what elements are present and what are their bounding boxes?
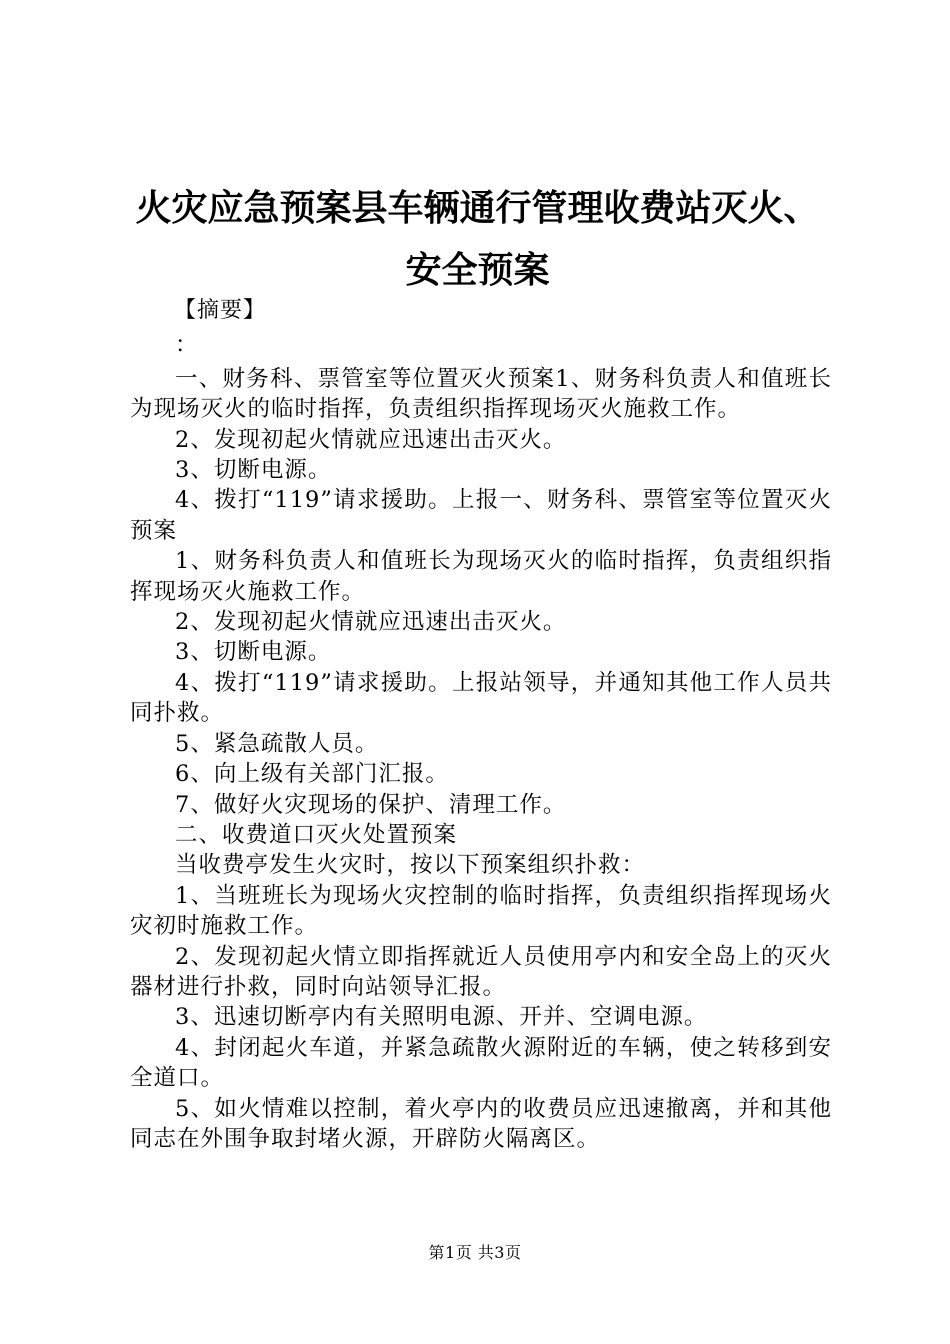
abstract-colon: ： <box>175 332 199 359</box>
abstract-label: 【摘要】 <box>174 298 267 323</box>
paragraph: 4、拨打“119”请求援助。上报一、财务科、票管室等位置灭火预案 <box>130 487 832 544</box>
paragraph: 3、迅速切断亭内有关照明电源、开并、空调电源。 <box>175 1004 708 1031</box>
page-footer: 第1页 共3页 <box>428 1243 522 1262</box>
document-title: 火灾应急预案县车辆通行管理收费站灭火、安全预案 <box>135 188 820 291</box>
paragraph: 4、封闭起火车道，并紧急疏散火源附近的车辆，使之转移到安全道口。 <box>130 1034 832 1092</box>
paragraph: 6、向上级有关部门汇报。 <box>175 761 449 788</box>
paragraph: 5、紧急疏散人员。 <box>175 730 379 757</box>
document-body <box>130 296 832 1154</box>
paragraph: 5、如火情难以控制，着火亭内的收费员应迅速撤离，并和其他同志在外围争取封堵火源，开辟防火隔离区。 <box>130 1095 832 1152</box>
paragraph: 二、收费道口灭火处置预案 <box>175 821 458 848</box>
paragraph: 3、切断电源。 <box>175 457 332 484</box>
paragraph: 2、发现初起火情立即指挥就近人员使用亭内和安全岛上的灭火器材进行扑救，同时向站领导汇报。 <box>130 943 832 1000</box>
paragraph: 4、拨打“119”请求援助。上报站领导，并通知其他工作人员共同扑救。 <box>130 669 832 727</box>
paragraph: 2、发现初起火情就应迅速出击灭火。 <box>175 426 567 453</box>
paragraph: 1、当班班长为现场火灾控制的临时指挥，负责组织指挥现场火灾初时施救工作。 <box>130 882 832 940</box>
paragraph: 2、发现初起火情就应迅速出击灭火。 <box>175 609 567 636</box>
paragraph: 3、切断电源。 <box>175 639 332 666</box>
paragraph: 1、财务科负责人和值班长为现场灭火的临时指挥，负责组织指挥现场灭火施救工作。 <box>130 548 832 605</box>
paragraph: 一、财务科、票管室等位置灭火预案1、财务科负责人和值班长为现场灭火的临时指挥，负责组织指挥现场灭火施救工作。 <box>130 365 832 423</box>
paragraph: 7、做好火灾现场的保护、清理工作。 <box>175 791 567 818</box>
paragraph: 当收费亭发生火灾时，按以下预案组织扑救： <box>175 852 646 879</box>
